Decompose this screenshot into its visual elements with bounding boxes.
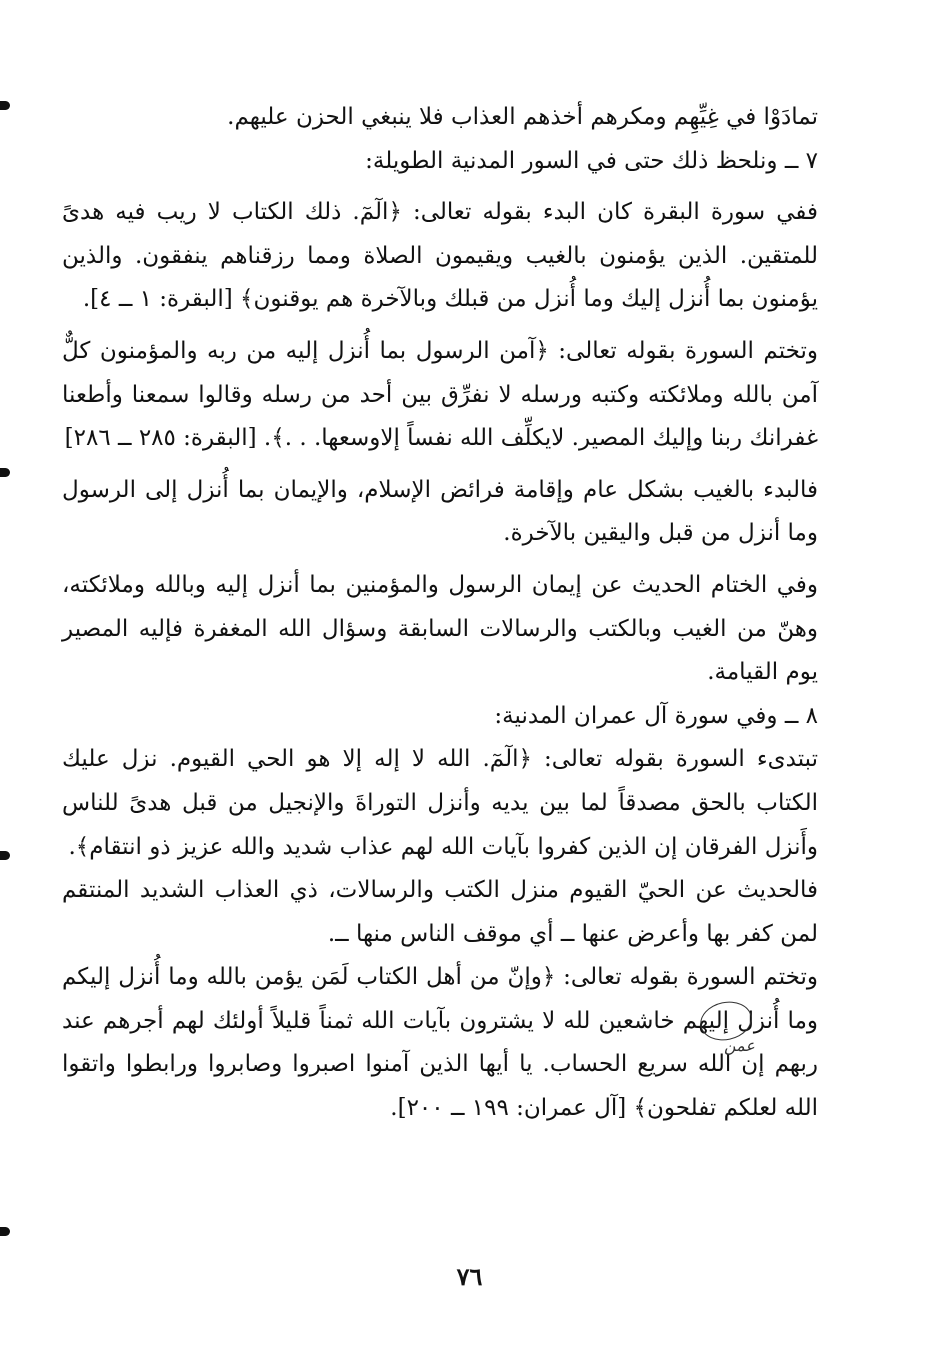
paragraph: ٨ ــ وفي سورة آل عمران المدنية: xyxy=(494,702,818,729)
paragraph: وفي الختام الحديث عن إيمان الرسول والمؤمنين بما أنزل إليه وبالله وملائكته، وهنّ من الغيب وبالكتب والرسالات السابقة وسؤال الله المغفرة فإليه المصير يوم القيامة. xyxy=(62,571,818,686)
paragraph: وتختم السورة بقوله تعالى: ﴿وإنّ من أهل الكتاب لَمَن يؤمن بالله وما أُنزل إليكم وما أُنزل إليهم خاشعين لله لا يشترون بآيات الله ثمناً قليلاً أولئك لهم أجرهم عند ربهم إن الله سريع الحساب. يا أيها الذين آمنوا اصبروا وصابروا ورابطوا واتقوا الله لعلكم تفلحون﴾ [آل عمران: ١٩٩ ــ ٢٠٠]. xyxy=(62,964,818,1122)
paragraph: وتختم السورة بقوله تعالى: ﴿آمن الرسول بما أُنزل إليه من ربه والمؤمنون كلٌّ آمن بالله وملائكته وكتبه ورسله لا نفرِّق بين أحد من رسله وقالوا سمعنا وأطعنا غفرانك ربنا وإليك المصير. لايكلِّف الله نفساً إلاوسعها. . .﴾. [البقرة: ٢٨٥ ــ ٢٨٦] xyxy=(62,337,818,452)
scan-edge-mark xyxy=(0,1227,10,1236)
paragraph: ٧ ــ ونلحظ ذلك حتى في السور المدنية الطويلة: xyxy=(365,147,818,174)
scan-edge-mark xyxy=(0,851,10,860)
paragraph: تمادَوْا في غِيِّهِم ومكرهم أخذهم العذاب فلا ينبغي الحزن عليهم. xyxy=(227,104,818,130)
scan-edge-mark xyxy=(0,468,10,477)
paragraph: ففي سورة البقرة كان البدء بقوله تعالى: ﴿الٓمٓ. ذلك الكتاب لا ريب فيه هدىً للمتقين. الذين يؤمنون بالغيب ويقيمون الصلاة ومما رزقناهم ينفقون. والذين يؤمنون بما أُنزل إليك وما أُنزل من قبلك وبالآخرة هم يوقنون﴾ [البقرة: ١ ــ ٤]. xyxy=(62,199,818,313)
paragraph: تبتدىء السورة بقوله تعالى: ﴿الٓمٓ. الله لا إله إلا هو الحي القيوم. نزل عليك الكتاب بالحق مصدقاً لما بين يديه وأنزل التوراةَ والإنجيل من قبل هدىً للناس وأَنزل الفرقان إن الذين كفروا بآيات الله لهم عذاب شديد والله عزيز ذو انتقام﴾. xyxy=(62,746,818,860)
body-text xyxy=(62,96,818,1131)
paragraph: فالبدء بالغيب بشكل عام وإقامة فرائض الإسلام، والإيمان بما أُنزل إلى الرسول وما أنزل من قبل واليقين بالآخرة. xyxy=(62,476,818,547)
handwritten-note: عمن xyxy=(724,1036,755,1055)
page-number: ٧٦ xyxy=(456,1262,483,1291)
paragraph: فالحديث عن الحيّ القيوم منزل الكتب والرسالات، ذي العذاب الشديد المنتقم لمن كفر بها وأعرض عنها ــ أي موقف الناس منها ــ. xyxy=(62,877,818,947)
scan-edge-mark xyxy=(0,101,10,110)
